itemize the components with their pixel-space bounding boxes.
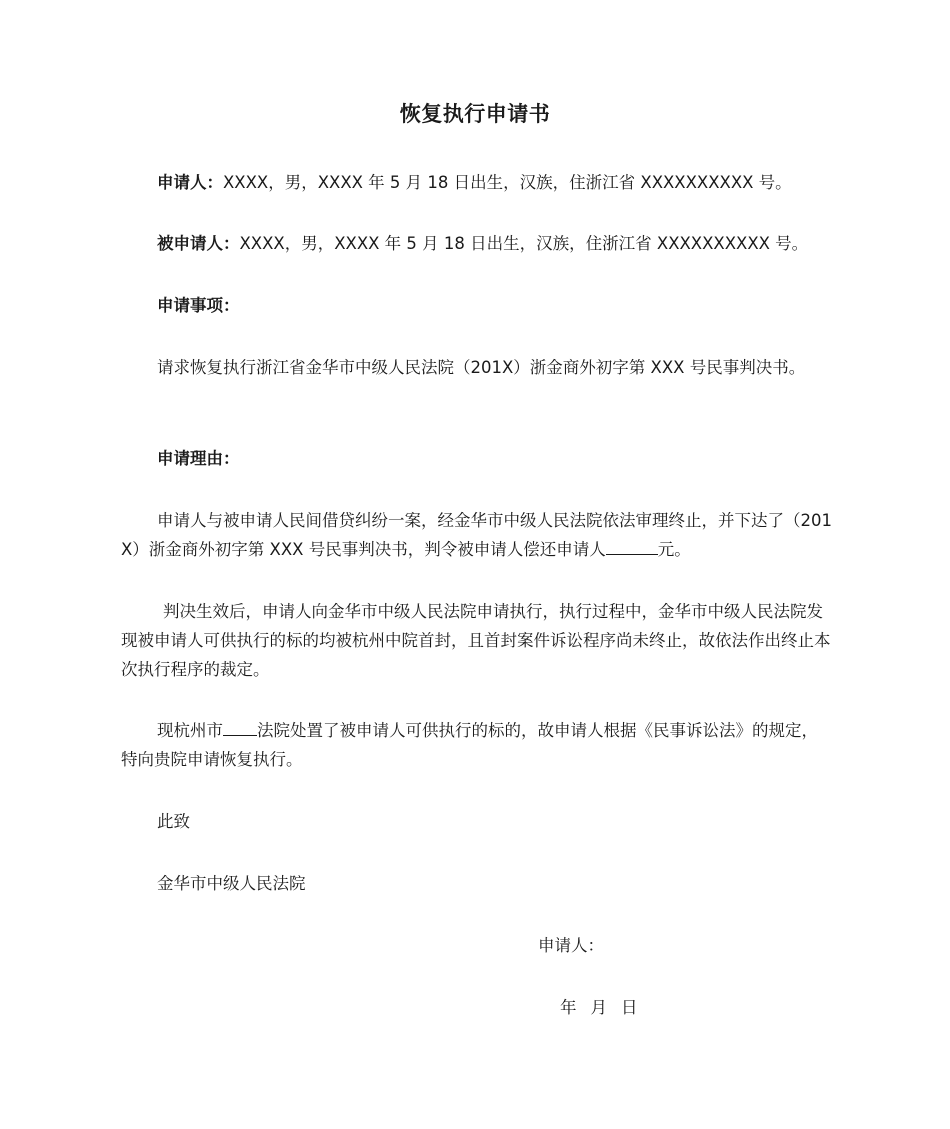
applicant-paragraph bbox=[121, 168, 833, 197]
respondent-paragraph bbox=[121, 229, 833, 258]
signature-label: 申请人： bbox=[538, 936, 604, 955]
reason-3-text: 法院处置了被申请人可供执行的标的，故申请人根据《民事诉讼法》的规定，特向贵院申请恢复执行。 bbox=[121, 721, 818, 769]
amount-blank bbox=[606, 536, 658, 555]
reasons-heading-paragraph bbox=[121, 444, 833, 473]
reason-1-suffix: 元。 bbox=[657, 540, 691, 559]
document-title: 恢复执行申请书 bbox=[399, 102, 551, 126]
reason-paragraph-3 bbox=[121, 716, 833, 774]
reason-paragraph-1 bbox=[121, 506, 833, 564]
date-month: 月 bbox=[590, 998, 607, 1017]
respondent-details: XXXX，男，XXXX 年 5 月 18 日出生，汉族，住浙江省 XXXXXXXXXX 号。 bbox=[239, 234, 809, 253]
closing-salutation: 此致 bbox=[157, 812, 190, 831]
applicant-details: XXXX，男，XXXX 年 5 月 18 日出生，汉族，住浙江省 XXXXXXXXXX 号。 bbox=[223, 173, 792, 192]
reason-3-prefix: 现杭州市 bbox=[157, 721, 223, 740]
reason-1-text: 申请人与被申请人民间借贷纠纷一案，经金华市中级人民法院依法审理终止，并下达了（201X）浙金商外初字第 XXX 号民事判决书，判令被申请人偿还申请人 bbox=[121, 511, 832, 559]
matters-heading: 申请事项： bbox=[157, 296, 240, 315]
reasons-heading: 申请理由： bbox=[157, 449, 240, 468]
applicant-label: 申请人： bbox=[157, 173, 223, 192]
addressee-court: 金华市中级人民法院 bbox=[157, 874, 306, 893]
date-year: 年 bbox=[560, 998, 577, 1017]
date-day: 日 bbox=[621, 998, 638, 1017]
matters-heading-paragraph bbox=[121, 291, 833, 320]
court-name-blank bbox=[223, 717, 257, 736]
reason-paragraph-2: 判决生效后，申请人向金华市中级人民法院申请执行，执行过程中，金华市中级人民法院发现被申请人可供执行的标的均被杭州中院首封，且首封案件诉讼程序尚未终止，故依法作出终止本次执行程序的裁定。 bbox=[121, 602, 831, 679]
signature-date bbox=[560, 993, 652, 1022]
respondent-label: 被申请人： bbox=[157, 234, 240, 253]
matters-paragraph: 请求恢复执行浙江省金华市中级人民法院（201X）浙金商外初字第 XXX 号民事判决书。 bbox=[157, 358, 806, 377]
